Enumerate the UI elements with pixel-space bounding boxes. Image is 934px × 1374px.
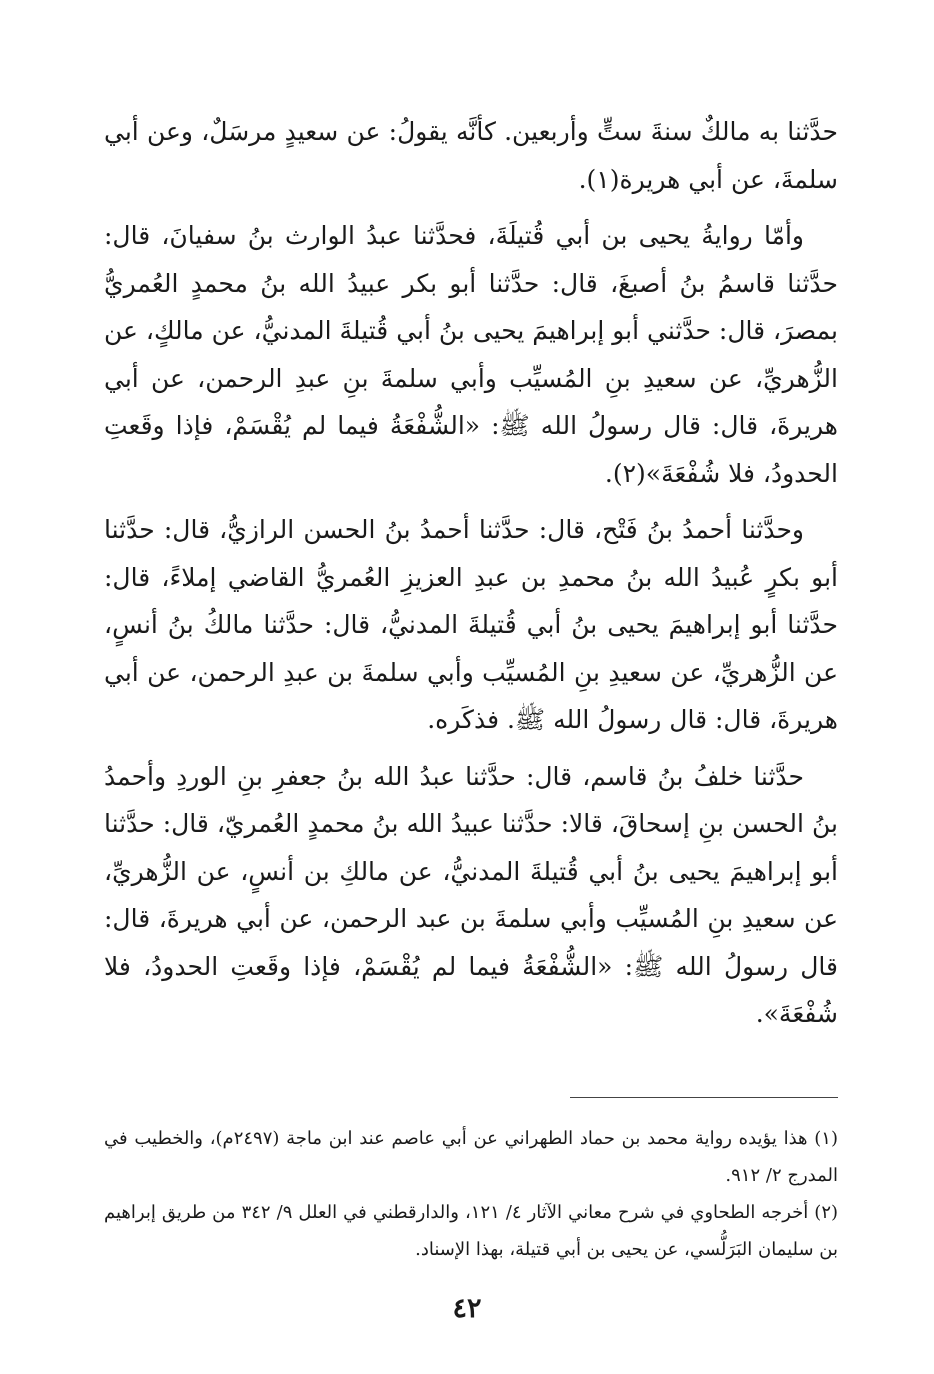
page-number: ٤٢ [452, 1293, 482, 1324]
footnote-2: (٢) أخرجه الطحاوي في شرح معاني الآثار ٤/ ١٢١، والدارقطني في العلل ٩/ ٣٤٢ من طريق إبراهيم بن سليمان البَرَلُّسي، عن يحيى بن أبي قتيلة، بهذا الإسناد. [104, 1202, 839, 1260]
footnote-divider [570, 1097, 838, 1098]
paragraph-4: حدَّثنا خلفُ بنُ قاسم، قال: حدَّثنا عبدُ الله بنُ جعفرِ بنِ الوردِ وأحمدُ بنُ الحسن بنِ إسحاقَ، قالا: حدَّثنا عبيدُ الله بنُ محمدٍ العُمريّ، قال: حدَّثنا أبو إبراهيمَ يحيى بنُ أبي قُتيلةَ المدنيُّ، عن مالكِ بن أنسٍ، عن الزُّهريِّ، عن سعيدِ بنِ المُسيِّب وأبي سلمةَ بن عبد الرحمن، عن أبي هريرةَ، قال: قال رسولُ الله ﷺ: «الشُّفْعَةُ فيما لم يُقْسَمْ، فإذا وقَعتِ الحدودُ، فلا شُفْعَةَ». [104, 761, 838, 1028]
main-text [104, 108, 838, 1038]
paragraph-1: حدَّثنا به مالكٌ سنةَ ستٍّ وأربعين. كأنَّه يقولُ: عن سعيدٍ مرسَلٌ، وعن أبي سلمةَ، عن أبي هريرة(١). [104, 117, 838, 194]
paragraph-2: وأمّا روايةُ يحيى بن أبي قُتيلَةَ، فحدَّثنا عبدُ الوارث بنُ سفيانَ، قال: حدَّثنا قاسمُ بنُ أصبغَ، قال: حدَّثنا أبو بكر عبيدُ الله بنُ محمدٍ العُمريُّ بمصرَ، قال: حدَّثني أبو إبراهيمَ يحيى بنُ أبي قُتيلةَ المدنيُّ، عن مالكٍ، عن الزُّهريِّ، عن سعيدِ بنِ المُسيِّب وأبي سلمةَ بنِ عبدِ الرحمن، عن أبي هريرةَ، قال: قال رسولُ الله ﷺ: «الشُّفْعَةُ فيما لم يُقْسَمْ، فإذا وقَعتِ الحدودُ، فلا شُفْعَةَ»(٢). [104, 221, 838, 488]
paragraph-3: وحدَّثنا أحمدُ بنُ فَتْح، قال: حدَّثنا أحمدُ بنُ الحسن الرازيُّ، قال: حدَّثنا أبو بكرٍ عُبيدُ الله بنُ محمدِ بن عبدِ العزيزِ العُمريُّ القاضي إملاءً، قال: حدَّثنا أبو إبراهيمَ يحيى بنُ أبي قُتيلةَ المدنيُّ، قال: حدَّثنا مالكُ بنُ أنسٍ، عن الزُّهريِّ، عن سعيدِ بنِ المُسيِّب وأبي سلمةَ بن عبدِ الرحمن، عن أبي هريرةَ، قال: قال رسولُ الله ﷺ. فذكَره. [104, 515, 838, 734]
footnote-1: (١) هذا يؤيده رواية محمد بن حماد الطهراني عن أبي عاصم عند ابن ماجة (٢٤٩٧م)، والخطيب في المدرج ٢/ ٩١٢. [104, 1128, 838, 1186]
footnotes [104, 1120, 838, 1268]
